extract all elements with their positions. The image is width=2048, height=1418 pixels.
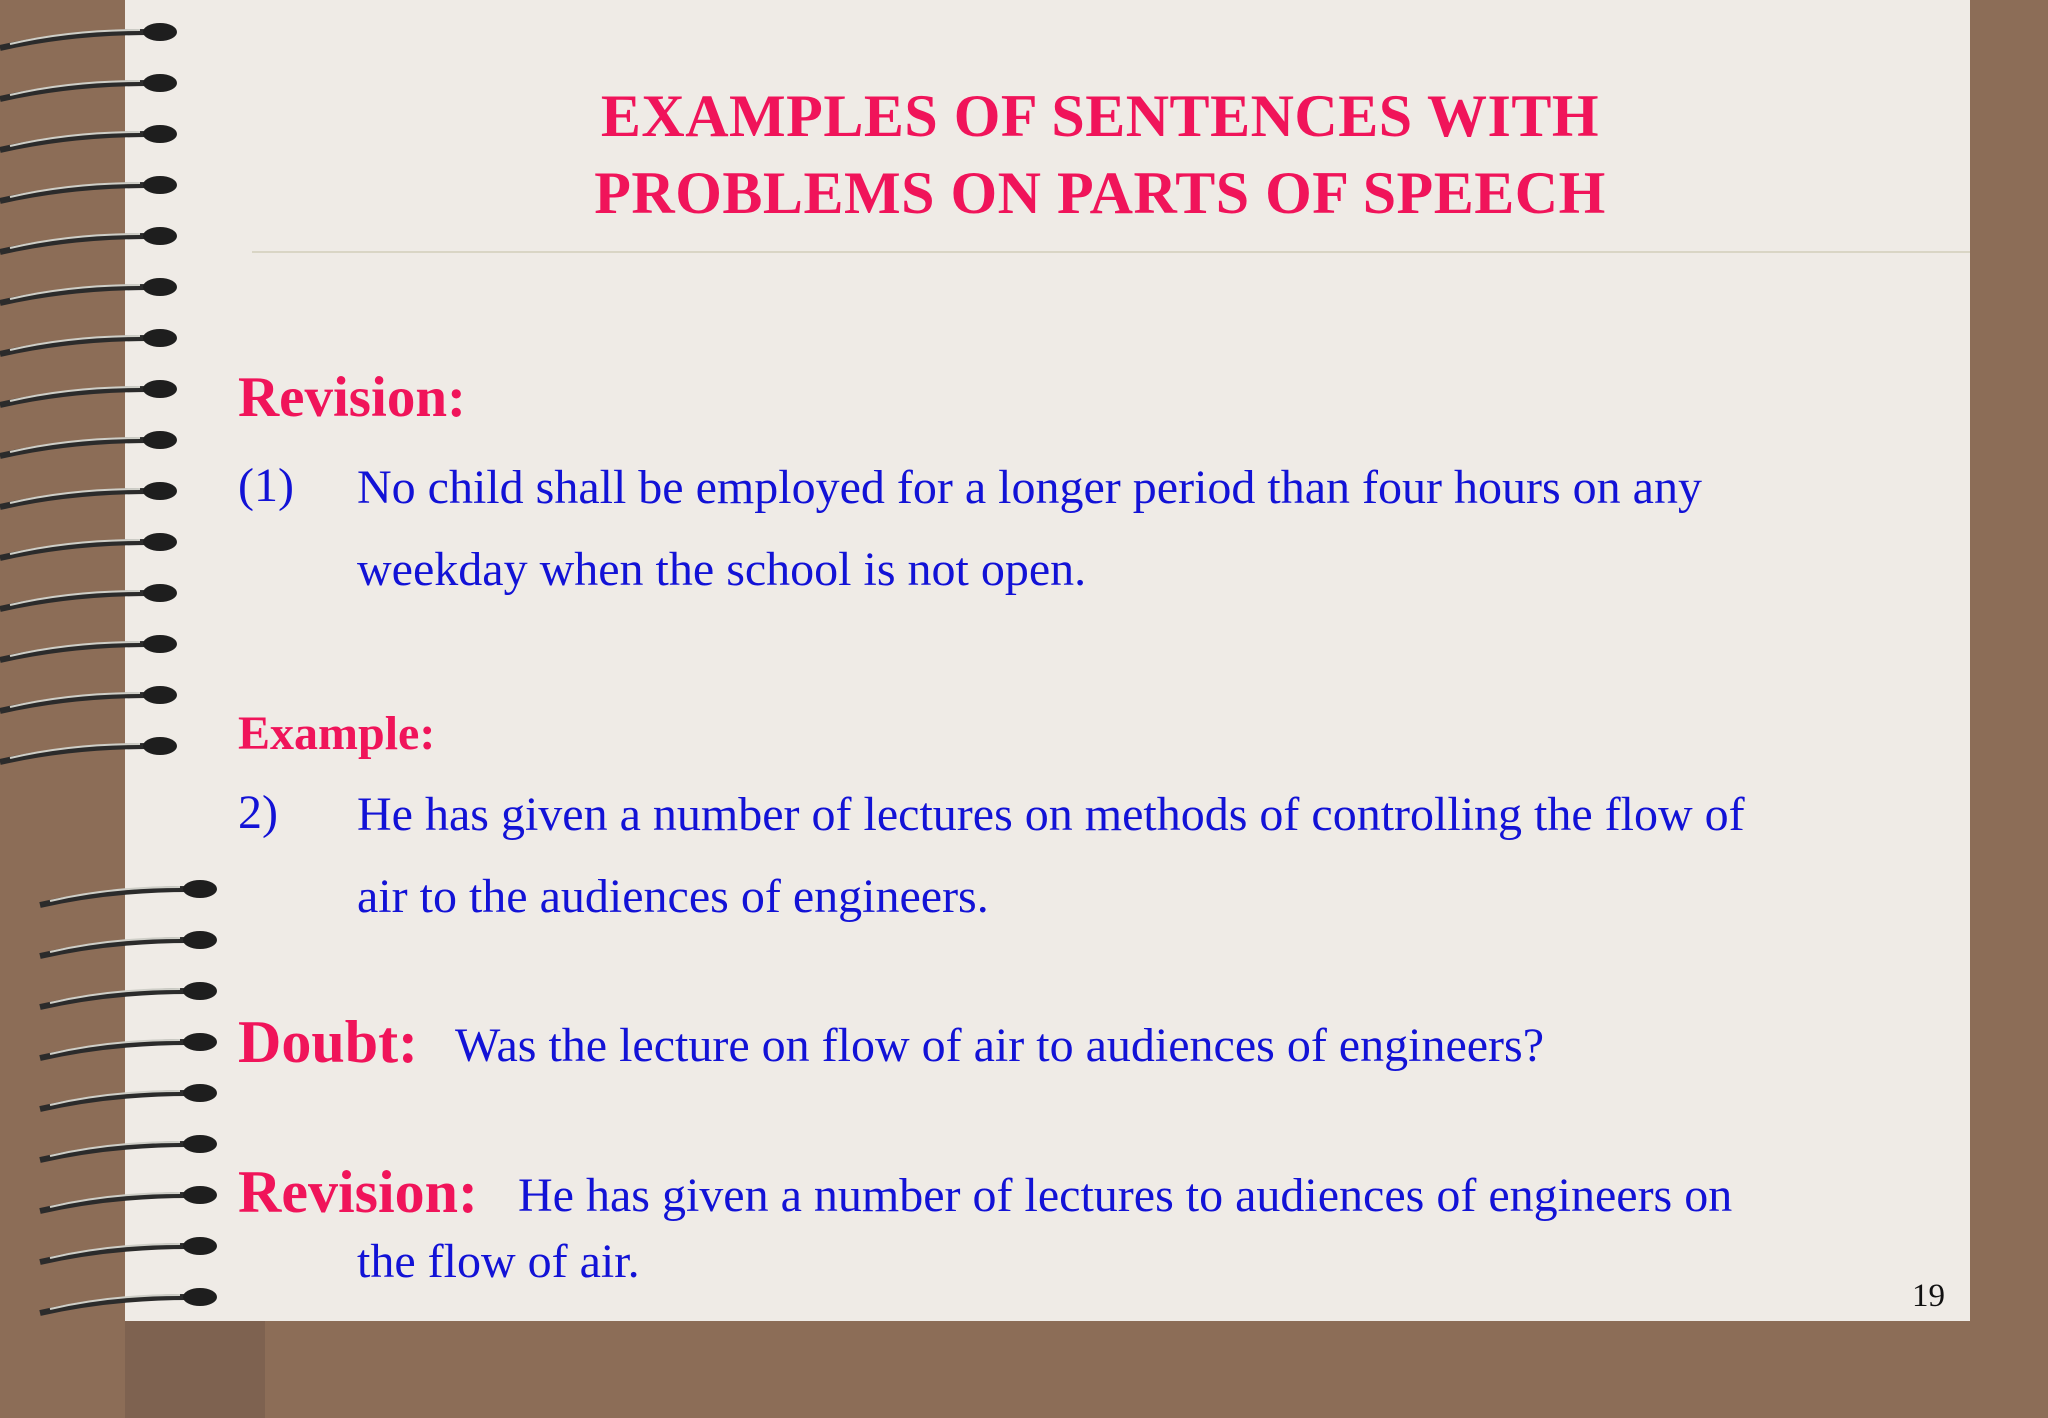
spiral-wire xyxy=(40,1195,190,1211)
spiral-wire xyxy=(0,134,150,150)
item-1-number: (1) xyxy=(238,459,294,512)
spiral-wire xyxy=(0,32,150,48)
spiral-wire xyxy=(0,746,150,762)
item-2-line-2: air to the audiences of engineers. xyxy=(357,870,989,923)
spiral-wire xyxy=(0,440,150,456)
spiral-hole xyxy=(183,1237,217,1255)
spiral-wire xyxy=(40,889,190,905)
spiral-wire xyxy=(40,940,190,956)
spiral-hole xyxy=(143,74,177,92)
spiral-wire xyxy=(40,1042,190,1058)
spiral-hole xyxy=(143,635,177,653)
spiral-hole xyxy=(183,880,217,898)
spiral-wire xyxy=(0,644,150,660)
spiral-hole xyxy=(183,931,217,949)
spiral-wire xyxy=(0,695,150,711)
page-number: 19 xyxy=(1912,1278,1945,1314)
revision-heading-1: Revision: xyxy=(238,366,466,429)
spiral-wire xyxy=(0,185,150,201)
spiral-wire xyxy=(0,83,150,99)
spiral-wire xyxy=(40,1297,190,1313)
item-1-line-2: weekday when the school is not open. xyxy=(357,543,1087,596)
title-line-1: EXAMPLES OF SENTENCES WITH xyxy=(600,83,1600,149)
spiral-wire xyxy=(0,491,150,507)
spiral-wire xyxy=(40,1144,190,1160)
spiral-hole xyxy=(183,1288,217,1306)
spiral-hole xyxy=(143,329,177,347)
revision-2-line-2: the flow of air. xyxy=(357,1235,640,1288)
spiral-binding xyxy=(0,0,240,1418)
spiral-wire xyxy=(0,593,150,609)
revision-heading-2: Revision: xyxy=(238,1159,478,1225)
spiral-hole xyxy=(183,982,217,1000)
spiral-wire xyxy=(40,991,190,1007)
revision-2-line-1: He has given a number of lectures to audiences of engineers on xyxy=(518,1169,1733,1222)
spiral-wire xyxy=(40,1093,190,1109)
spiral-hole xyxy=(183,1033,217,1051)
spiral-wire xyxy=(0,542,150,558)
spiral-hole xyxy=(143,278,177,296)
item-2-number: 2) xyxy=(238,786,278,839)
spiral-wire xyxy=(0,338,150,354)
spiral-hole xyxy=(143,125,177,143)
spiral-hole xyxy=(143,23,177,41)
spiral-hole xyxy=(143,380,177,398)
spiral-hole xyxy=(143,431,177,449)
spiral-hole xyxy=(183,1135,217,1153)
spiral-wire xyxy=(0,287,150,303)
example-heading: Example: xyxy=(238,707,436,760)
title-line-2: PROBLEMS ON PARTS OF SPEECH xyxy=(594,160,1606,226)
spiral-hole xyxy=(183,1084,217,1102)
spiral-wire xyxy=(0,389,150,405)
spiral-hole xyxy=(183,1186,217,1204)
item-1-line-1: No child shall be employed for a longer period than four hours on any xyxy=(357,461,1702,514)
spiral-hole xyxy=(143,227,177,245)
spiral-hole xyxy=(143,176,177,194)
spiral-hole xyxy=(143,482,177,500)
spiral-hole xyxy=(143,584,177,602)
doubt-text: Was the lecture on flow of air to audiences of engineers? xyxy=(455,1019,1545,1072)
slide-title xyxy=(250,78,1950,232)
title-divider xyxy=(252,251,1970,253)
item-2-line-1: He has given a number of lectures on methods of controlling the flow of xyxy=(357,788,1745,841)
spiral-wire xyxy=(0,236,150,252)
spiral-hole xyxy=(143,533,177,551)
spiral-hole xyxy=(143,737,177,755)
spiral-hole xyxy=(143,686,177,704)
spiral-wire xyxy=(40,1246,190,1262)
doubt-heading: Doubt: xyxy=(238,1009,419,1075)
